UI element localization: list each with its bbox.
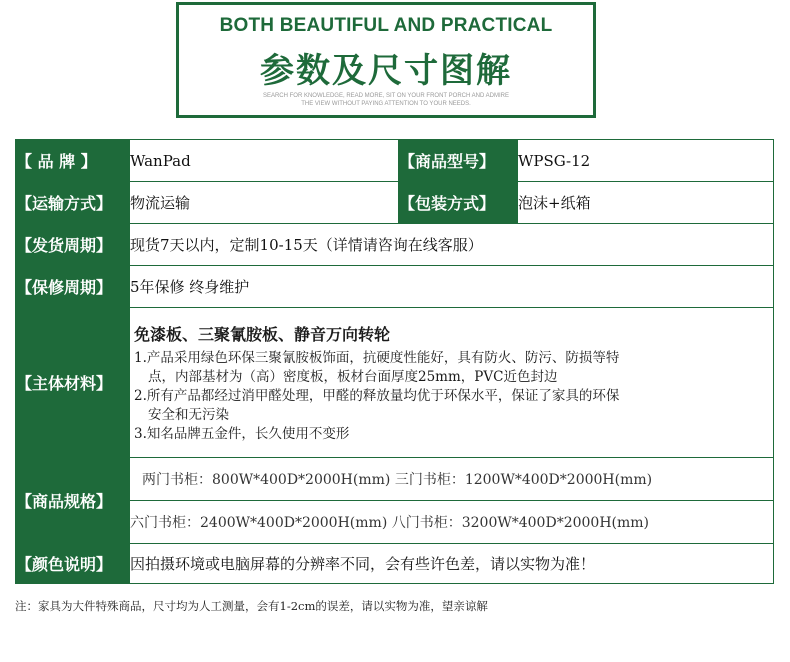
spec-line-2: 六门书柜：2400W*400D*2000H(mm) 八门书柜：3200W*400D*2000H(mm) bbox=[130, 501, 774, 544]
header-subtitle-1: SEARCH FOR KNOWLEDGE, READ MORE, SIT ON YOUR FRONT PORCH AND ADMIRE bbox=[262, 93, 510, 99]
brand-value: WanPad bbox=[130, 140, 399, 182]
shipping-label: 【运输方式】 bbox=[16, 182, 130, 224]
packing-value: 泡沫+纸箱 bbox=[518, 182, 774, 224]
spec-table bbox=[15, 139, 774, 584]
header-box bbox=[176, 2, 596, 118]
row-warranty bbox=[16, 266, 774, 308]
material-line: 3.知名品牌五金件，长久使用不变形 bbox=[134, 425, 350, 442]
material-line: 点，内部基材为（高）密度板，板材台面厚度25mm，PVC近色封边 bbox=[148, 368, 558, 385]
material-title: 免漆板、三聚氰胺板、静音万向转轮 bbox=[134, 324, 391, 344]
row-material bbox=[16, 308, 774, 458]
packing-label: 【包装方式】 bbox=[399, 182, 518, 224]
header-title-cn: 参数及尺寸图解 bbox=[260, 51, 512, 91]
material-line: 1.产品采用绿色环保三聚氰胺板饰面，抗硬度性能好，具有防火、防污、防损等特 bbox=[134, 349, 620, 366]
material-line: 安全和无污染 bbox=[148, 406, 229, 423]
model-value: WPSG-12 bbox=[518, 140, 774, 182]
row-brand-model bbox=[16, 140, 774, 182]
material-value bbox=[130, 308, 774, 458]
warranty-label: 【保修周期】 bbox=[16, 266, 130, 308]
shipping-value: 物流运输 bbox=[130, 182, 399, 224]
header-title-en: BOTH BEAUTIFUL AND PRACTICAL bbox=[219, 15, 553, 36]
color-label: 【颜色说明】 bbox=[16, 544, 130, 584]
delivery-value: 现货7天以内，定制10-15天（详情请咨询在线客服） bbox=[130, 224, 774, 266]
row-color bbox=[16, 544, 774, 584]
row-delivery bbox=[16, 224, 774, 266]
material-line: 2.所有产品都经过消甲醛处理，甲醛的释放量均优于环保水平，保证了家具的环保 bbox=[134, 387, 620, 404]
row-spec-2 bbox=[16, 501, 774, 544]
color-value: 因拍摄环境或电脑屏幕的分辨率不同，会有些许色差，请以实物为准！ bbox=[130, 544, 774, 584]
warranty-value: 5年保修 终身维护 bbox=[130, 266, 774, 308]
row-shipping-packing bbox=[16, 182, 774, 224]
header-subtitle-2: THE VIEW WITHOUT PAYING ATTENTION TO YOUR NEEDS. bbox=[301, 101, 471, 107]
footnote: 注：家具为大件特殊商品，尺寸均为人工测量，会有1-2cm的误差，请以实物为准，望亲谅解 bbox=[15, 599, 488, 613]
brand-label: 【 品 牌 】 bbox=[16, 140, 130, 182]
row-spec-1 bbox=[16, 458, 774, 501]
spec-label: 【商品规格】 bbox=[16, 458, 130, 544]
delivery-label: 【发货周期】 bbox=[16, 224, 130, 266]
model-label: 【商品型号】 bbox=[399, 140, 518, 182]
material-label: 【主体材料】 bbox=[16, 308, 130, 458]
spec-line-1: 两门书柜：800W*400D*2000H(mm) 三门书柜：1200W*400D*2000H(mm) bbox=[130, 458, 774, 501]
